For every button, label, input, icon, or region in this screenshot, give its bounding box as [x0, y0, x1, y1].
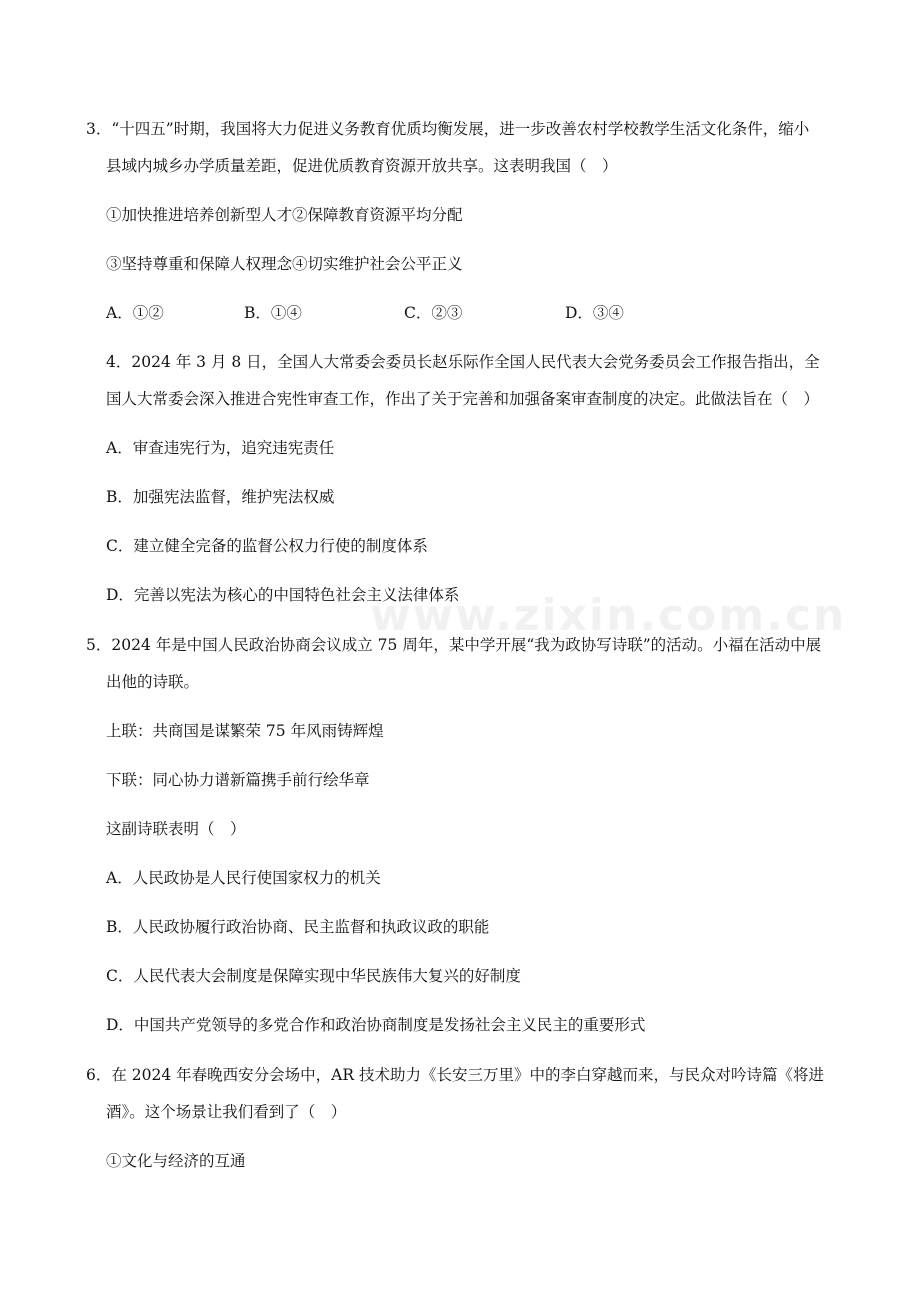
- q5-option-a: A．人民政协是人民行使国家权力的机关: [106, 869, 381, 887]
- q3-option-d: D．③④: [565, 304, 624, 322]
- q4-option-b: B．加强宪法监督，维护宪法权威: [106, 488, 335, 506]
- q4-stem-line-2: 国人大常委会深入推进合宪性审查工作，作出了关于完善和加强备案审查制度的决定。此做法旨在（ ）: [106, 390, 820, 408]
- q4-stem-line-1: 4．2024 年 3 月 8 日，全国人大常委会委员长赵乐际作全国人民代表大会党务委员会工作报告指出，全: [106, 353, 820, 371]
- q6-stem-line-1: 6．在 2024 年春晚西安分会场中，AR 技术助力《长安三万里》中的李白穿越而来，与民众对吟诗篇《将进: [86, 1066, 824, 1084]
- q5-option-c: C．人民代表大会制度是保障实现中华民族伟大复兴的好制度: [106, 967, 521, 985]
- q5-option-b: B．人民政协履行政治协商、民主监督和执政议政的职能: [106, 918, 490, 936]
- q5-prompt: 这副诗联表明（ ）: [106, 820, 246, 838]
- q3-statement-2: ③坚持尊重和保障人权理念④切实维护社会公平正义: [106, 255, 463, 273]
- q5-stem-line-2: 出他的诗联。: [106, 673, 200, 691]
- q3-option-a: A．①②: [106, 304, 164, 322]
- q4-option-c: C．建立健全完备的监督公权力行使的制度体系: [106, 537, 428, 555]
- q4-option-d: D．完善以宪法为核心的中国特色社会主义法律体系: [106, 586, 460, 604]
- q5-lower-couplet: 下联：同心协力谱新篇携手前行绘华章: [106, 771, 370, 789]
- q6-stem-line-2: 酒》。这个场景让我们看到了（ ）: [106, 1103, 347, 1121]
- q3-option-b: B．①④: [244, 304, 302, 322]
- q5-stem-line-1: 5．2024 年是中国人民政治协商会议成立 75 周年，某中学开展“我为政协写诗联”的活动。小福在活动中展: [86, 636, 822, 654]
- q5-option-d: D．中国共产党领导的多党合作和政治协商制度是发扬社会主义民主的重要形式: [106, 1016, 646, 1034]
- q5-upper-couplet: 上联：共商国是谋繁荣 75 年风雨铸辉煌: [106, 722, 384, 740]
- watermark: www.zixin.com.cn: [370, 590, 847, 641]
- q3-option-c: C．②③: [404, 304, 463, 322]
- q3-stem-line-2: 县域内城乡办学质量差距，促进优质教育资源开放共享。这表明我国（ ）: [106, 157, 618, 175]
- q6-statement-1: ①文化与经济的互通: [106, 1152, 246, 1170]
- q3-stem-line-1: 3．“十四五”时期，我国将大力促进义务教育优质均衡发展，进一步改善农村学校教学生活文化条件，缩小: [86, 120, 810, 138]
- q3-statement-1: ①加快推进培养创新型人才②保障教育资源平均分配: [106, 206, 463, 224]
- q4-option-a: A．审查违宪行为，追究违宪责任: [106, 439, 335, 457]
